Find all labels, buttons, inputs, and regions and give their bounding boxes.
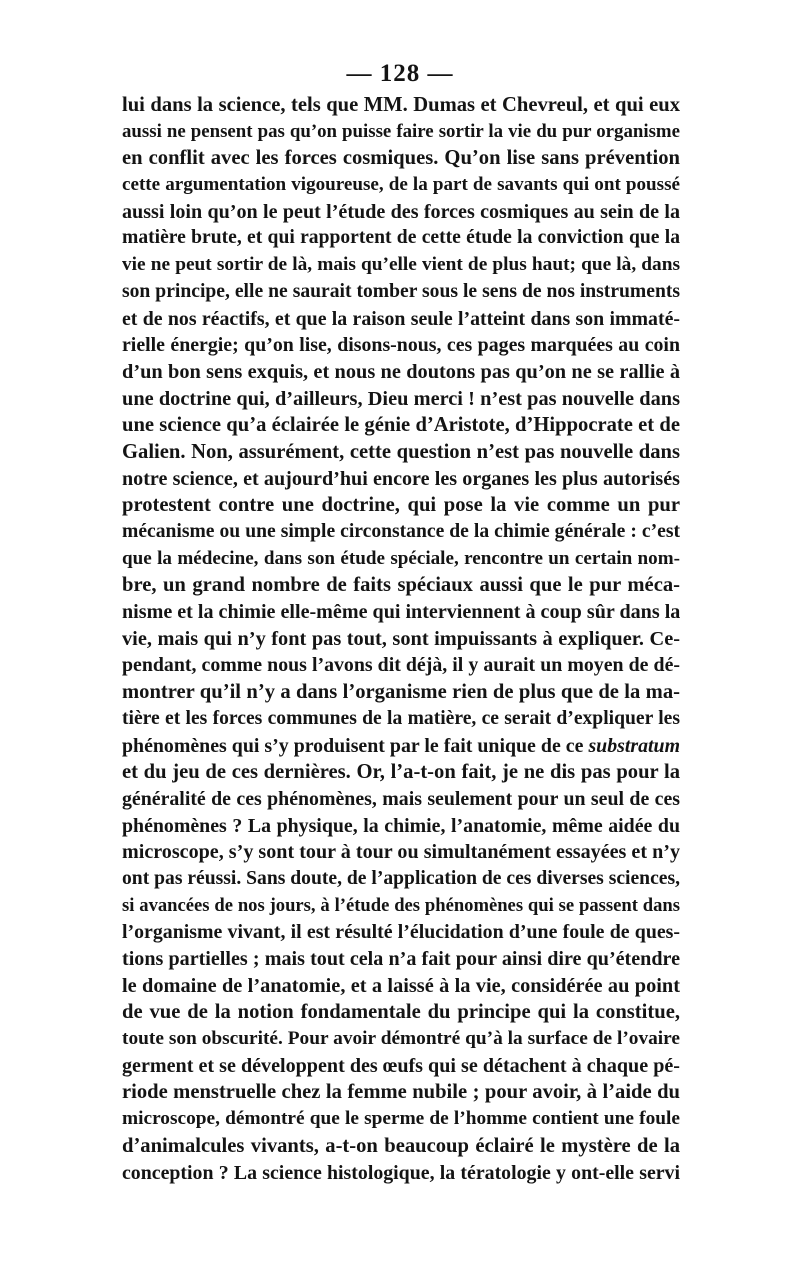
text-line: toute son obscurité. Pour avoir démontré qu’à la surface de l’ovaire: [122, 1028, 680, 1050]
text-line: bre, un grand nombre de faits spéciaux aussi que le pur méca-: [122, 574, 680, 597]
text-line: riode menstruelle chez la femme nubile ; pour avoir, à l’aide du: [122, 1081, 680, 1104]
text-line: phénomènes qui s’y produisent par le fait unique de ce substratum: [122, 734, 680, 757]
text-line: mécanisme ou une simple circonstance de la chimie générale : c’est: [122, 521, 680, 542]
text-line: montrer qu’il n’y a dans l’organisme rien de plus que de la ma-: [122, 681, 680, 704]
text-line: d’animalcules vivants, a-t-on beaucoup éclairé le mystère de la: [122, 1134, 680, 1157]
page-number: — 128 —: [346, 60, 454, 87]
text-line: microscope, démontré que le sperme de l’homme contient une foule: [122, 1108, 680, 1130]
text-line: aussi loin qu’on le peut l’étude des forces cosmiques au sein de la: [122, 200, 680, 223]
text-line: vie ne peut sortir de là, mais qu’elle vient de plus haut; que là, dans: [122, 254, 680, 276]
text-line: en conflit avec les forces cosmiques. Qu’on lise sans prévention: [122, 147, 680, 170]
text-line: germent et se développent des œufs qui se détachent à chaque pé-: [122, 1054, 680, 1077]
text-line: nisme et la chimie elle-même qui interviennent à coup sûr dans la: [122, 601, 681, 624]
text-line: microscope, s’y sont tour à tour ou simultanément essayées et n’y: [122, 841, 680, 864]
text-line: rielle énergie; qu’on lise, disons-nous, ces pages marquées au coin: [122, 334, 680, 357]
text-line: de vue de la notion fondamentale du principe qui la constitue,: [122, 1001, 680, 1024]
text-line: aussi ne pensent pas qu’on puisse faire sortir la vie du pur organisme: [122, 120, 680, 142]
text-line: protestent contre une doctrine, qui pose la vie comme un pur: [122, 494, 680, 517]
text-line: le domaine de l’anatomie, et a laissé à la vie, considérée au point: [122, 974, 680, 997]
text-line: que la médecine, dans son étude spéciale, rencontre un certain nom-: [122, 547, 680, 569]
text-line: lui dans la science, tels que MM. Dumas et Chevreul, et qui eux: [122, 94, 680, 116]
text-line: ont pas réussi. Sans doute, de l’application de ces diverses sciences,: [122, 867, 680, 889]
text-line: son principe, elle ne saurait tomber sous le sens de nos instruments: [122, 280, 680, 302]
text-line: l’organisme vivant, il est résulté l’élucidation d’une foule de ques-: [122, 921, 680, 944]
text-line: phénomènes ? La physique, la chimie, l’anatomie, même aidée du: [122, 814, 680, 837]
text-line: conception ? La science histologique, la tératologie y ont-elle servi: [122, 1161, 680, 1184]
text-line: et de nos réactifs, et que la raison seule l’atteint dans son immaté-: [122, 307, 680, 330]
text-line: et du jeu de ces dernières. Or, l’a-t-on fait, je ne dis pas pour la: [122, 761, 680, 784]
text-line: d’un bon sens exquis, et nous ne doutons pas qu’on ne se rallie à: [122, 360, 680, 383]
text-line: vie, mais qui n’y font pas tout, sont impuissants à expliquer. Ce-: [122, 627, 680, 650]
text-line: Galien. Non, assurément, cette question n’est pas nouvelle dans: [122, 440, 680, 463]
text-line: notre science, et aujourd’hui encore les organes les plus autorisés: [122, 467, 680, 490]
text-line: cette argumentation vigoureuse, de la part de savants qui ont poussé: [122, 174, 680, 196]
text-line: tière et les forces communes de la matière, ce serait d’expliquer les: [122, 707, 680, 729]
text-line: pendant, comme nous l’avons dit déjà, il y aurait un moyen de dé-: [122, 654, 680, 677]
text-line: si avancées de nos jours, à l’étude des phénomènes qui se passent dans: [122, 894, 680, 916]
text-line: tions partielles ; mais tout cela n’a fait pour ainsi dire qu’étendre: [122, 948, 680, 970]
italic-term: substratum: [588, 734, 680, 757]
text-line: une doctrine qui, d’ailleurs, Dieu merci ! n’est pas nouvelle dans: [122, 387, 680, 410]
text-line: généralité de ces phénomènes, mais seulement pour un seul de ces: [122, 787, 680, 810]
body-text: [122, 92, 680, 1186]
text-line: une science qu’a éclairée le génie d’Aristote, d’Hippocrate et de: [122, 414, 680, 437]
text-line: matière brute, et qui rapportent de cette étude la conviction que la: [122, 227, 680, 249]
